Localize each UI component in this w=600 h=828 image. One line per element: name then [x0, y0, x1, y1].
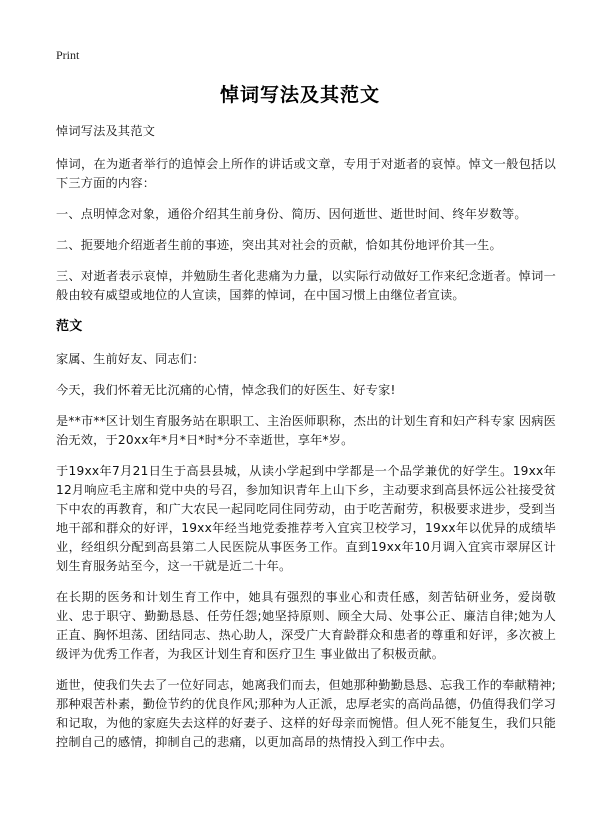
- opening-paragraph: 今天，我们怀着无比沉痛的心情，悼念我们的好医生、好专家!: [56, 383, 396, 397]
- page-title: 悼词写法及其范文: [219, 84, 380, 106]
- sample-heading: 范文: [56, 319, 83, 334]
- point-two: 二、扼要地介绍逝者生前的事迹，突出其对社会的贡献，恰如其份地评价其一生。: [56, 238, 502, 252]
- point-one: 一、点明悼念对象，通俗介绍其生前身份、简历、因何逝世、逝世时间、终年岁数等。: [56, 207, 527, 221]
- body-paragraph-2: 于19xx年7月21日生于高县县城，从读小学起到中学都是一个品学兼优的好学生。19xx年12月响应毛主席和党中央的号召，参加知识青年上山下乡，主动要求到高县怀远公社接受贫下中农的再教育，和广大农民一起同吃同住同劳动，由于吃苦耐劳，积极要求进步，受到当地干部和群众的好评，19xx年经当地党委推荐考入宜宾卫校学习，19xx年以优异的成绩毕业，经组织分配到高县第二人民医院从事医务工作。直到19xx年10月调入宜宾市翠屏区计划生育服务站至今，这一干就是近二十年。: [56, 464, 556, 573]
- article-subtitle: 悼词写法及其范文: [56, 124, 156, 138]
- print-link[interactable]: Print: [56, 48, 80, 62]
- body-paragraph-3: 在长期的医务和计划生育工作中，她具有强烈的事业心和责任感，刻苦钻研业务，爱岗敬业、忠于职守、勤勤恳恳、任劳任怨;她坚持原则、顾全大局、处事公正、廉洁自律;她为人正直、胸怀坦荡、团结同志、热心助人，深受广大育龄群众和患者的尊重和好评，多次被上级评为优秀工作者，为我区计划生育和医疗卫生 事业做出了积极贡献。: [56, 590, 556, 661]
- body-paragraph-4: 逝世，使我们失去了一位好同志，她离我们而去，但她那种勤勤恳恳、忘我工作的奉献精神;那种艰苦朴素，勤俭节约的优良作风;那种为人正派，忠厚老实的高尚品德，仍值得我们学习和记取，为他的家庭失去这样的好妻子、这样的好母亲而惋惜。但人死不能复生，我们只能控制自己的感情，抑制自己的悲痛，以更加高昂的热情投入到工作中去。: [56, 678, 556, 749]
- greeting-paragraph: 家属、生前好友、同志们：: [56, 352, 205, 366]
- body-paragraph-1: 是**市**区计划生育服务站在职职工、主治医师职称，杰出的计划生育和妇产科专家 因病医治无效，于20xx年*月*日*时*分不幸逝世，享年*岁。: [56, 414, 556, 447]
- point-three: 三、对逝者表示哀悼，并勉励生者化悲痛为力量，以实际行动做好工作来纪念逝者。悼词一般由较有威望或地位的人宣读，国葬的悼词，在中国习惯上由继位者宣读。: [56, 269, 556, 302]
- intro-paragraph: 悼词，在为逝者举行的追悼会上所作的讲话或文章，专用于对逝者的哀悼。悼文一般包括以下三方面的内容：: [56, 157, 556, 190]
- article-body: [56, 122, 556, 764]
